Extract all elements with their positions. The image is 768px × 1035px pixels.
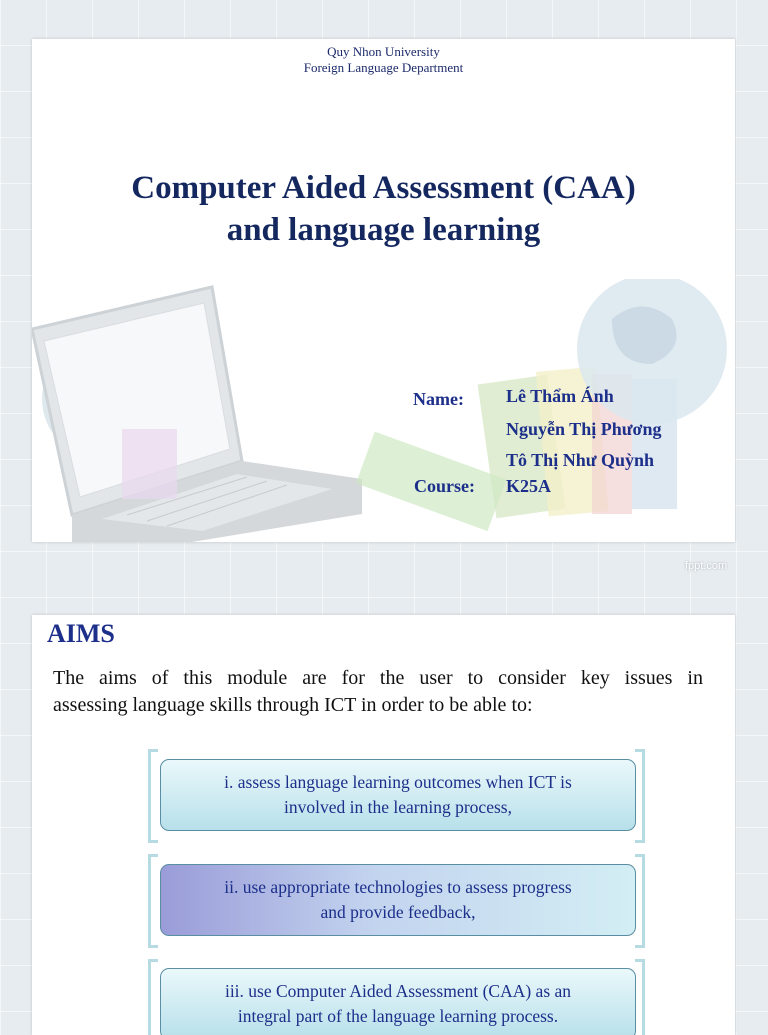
aim-item-1 xyxy=(160,759,636,831)
aims-heading: AIMS xyxy=(47,619,115,648)
department-name: Foreign Language Department xyxy=(303,60,464,75)
aim-3-line-1: iii. use Computer Aided Assessment (CAA) as an xyxy=(224,981,572,1001)
course-label: Course: xyxy=(414,476,475,496)
author-name-2: Nguyễn Thị Phương xyxy=(506,419,662,439)
intro-line-2: assessing language skills through ICT in order to be able to: xyxy=(53,694,533,716)
name-label: Name: xyxy=(413,389,464,409)
aim-1-line-1: i. assess language learning outcomes when ICT is xyxy=(224,772,572,792)
aim-2-line-2: and provide feedback, xyxy=(320,902,476,922)
title-slide xyxy=(32,39,735,542)
bracket-left-1 xyxy=(148,749,158,843)
course-value: K25A xyxy=(506,476,551,496)
slide-title xyxy=(32,167,735,251)
watermark: fppt.com xyxy=(685,560,728,572)
bracket-right-2 xyxy=(635,854,645,948)
aim-3-line-2: integral part of the language learning process. xyxy=(237,1006,559,1026)
university-name: Quy Nhon University xyxy=(327,44,440,59)
intro-line-1: The aims of this module are for the user to consider key issues in xyxy=(53,667,703,689)
bracket-right-1 xyxy=(635,749,645,843)
bracket-left-2 xyxy=(148,854,158,948)
aims-intro xyxy=(53,665,703,719)
author-name-3: Tô Thị Như Quỳnh xyxy=(506,450,655,470)
aim-2-line-1: ii. use appropriate technologies to assess progress xyxy=(224,877,572,897)
aim-item-2 xyxy=(160,864,636,936)
author-name-1: Lê Thẩm Ánh xyxy=(506,386,614,406)
aims-slide xyxy=(32,615,735,1035)
laptop-books-globe-image xyxy=(32,279,735,542)
title-line-1: Computer Aided Assessment (CAA) xyxy=(131,170,636,206)
aim-item-3 xyxy=(160,968,636,1035)
title-line-2: and language learning xyxy=(226,212,541,248)
institution-header xyxy=(32,44,735,76)
aim-1-line-2: involved in the learning process, xyxy=(284,797,512,817)
